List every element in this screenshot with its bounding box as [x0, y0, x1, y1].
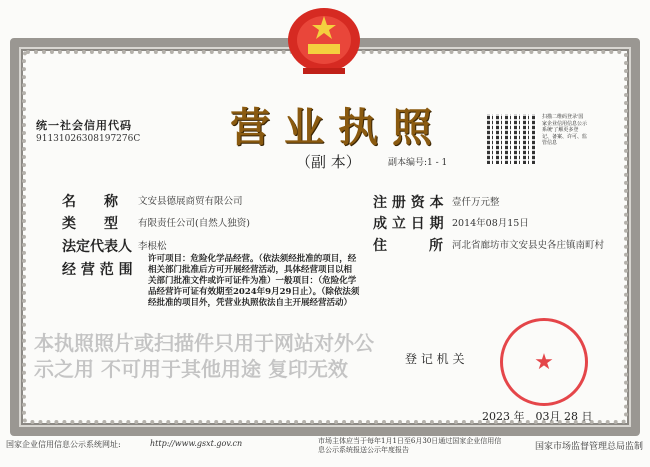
legal-rep-value: 李根松	[138, 241, 167, 252]
national-emblem-icon	[283, 6, 365, 78]
credit-code: 91131026308197276C	[36, 134, 141, 144]
established-value: 2014年08月15日	[452, 218, 529, 229]
qr-caption: 扫描二维码登录'国家企业信用信息公示系统'了解更多登记、备案、许可、监管信息	[542, 114, 588, 146]
qr-code	[487, 114, 537, 164]
watermark: 本执照照片或扫描件只用于网站对外公示之用 不可用于其他用途 复印无效	[34, 331, 374, 381]
site-url[interactable]: http://www.gsxt.gov.cn	[150, 439, 243, 448]
document-subtitle: （副 本）	[296, 153, 361, 171]
authority-label: 登 记 机 关	[405, 352, 465, 366]
site-label: 国家企业信用信息公示系统网址:	[6, 440, 121, 449]
issuer: 国家市场监督管理总局监制	[535, 442, 644, 452]
address-value: 河北省廊坊市文安县史各庄镇南町村	[452, 240, 605, 251]
document-title: 营业执照	[230, 104, 446, 151]
established-label: 成 立 日 期	[373, 216, 444, 232]
legal-rep-label: 法定代表人	[62, 239, 132, 255]
name-label: 名 称	[62, 194, 118, 210]
star-icon: ★	[534, 349, 554, 375]
annual-report-notice: 市场主体应当于每年1月1日至6月30日通过国家企业信用信息公示系统报送公示年度报告	[318, 437, 502, 454]
address-label: 住 所	[373, 238, 443, 254]
capital-label: 注 册 资 本	[373, 195, 444, 211]
official-seal	[500, 318, 588, 406]
type-label: 类 型	[62, 216, 118, 232]
capital-value: 壹仟万元整	[452, 197, 500, 208]
scope-value: 许可项目：危险化学品经营。（依法须经批准的项目，经相关部门批准后方可开展经营活动，具体经营项目以相关部门批准文件或许可证件为准）一般项目：（危险化学品经营许可证有效期至2024年9月29日止）。（除依法须经批准的项目外，凭营业执照依法自主开展经营活动）	[148, 254, 360, 308]
copy-number: 副本编号:1 - 1	[388, 158, 448, 168]
credit-code-label: 统一社会信用代码	[36, 119, 132, 132]
registration-date: 2023 年 03月 28 日	[482, 410, 593, 423]
scope-label: 经 营 范 围	[62, 262, 133, 278]
type-value: 有限责任公司(自然人独资)	[138, 218, 250, 229]
name-value: 文安县德展商贸有限公司	[138, 196, 243, 207]
